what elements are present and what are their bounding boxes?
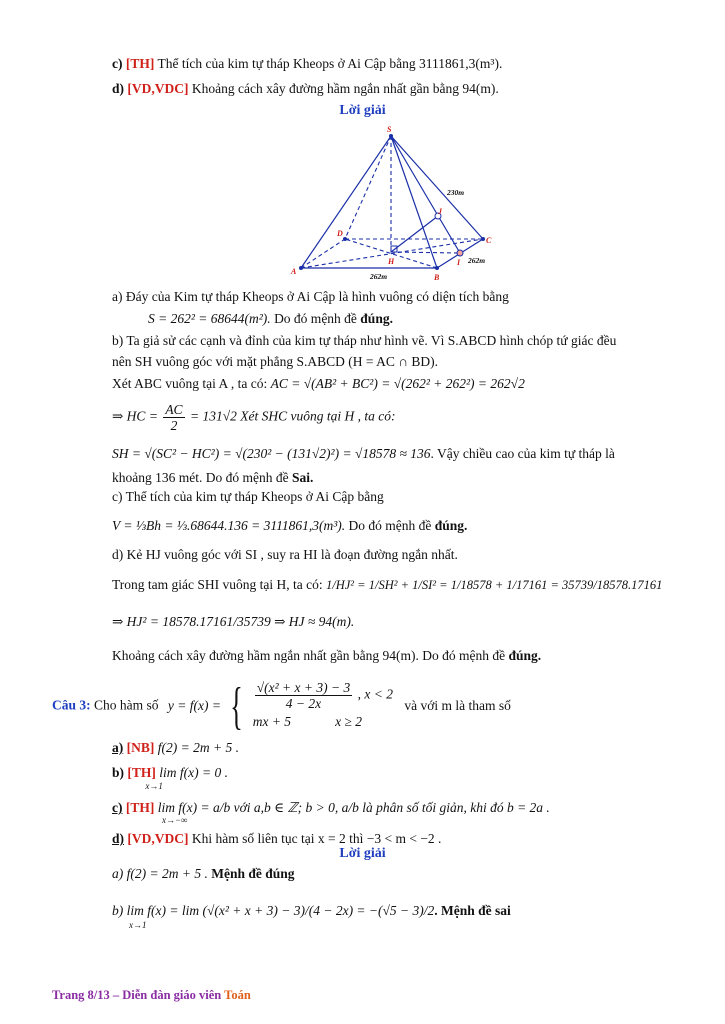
solution-title-2: Lời giải [339, 846, 386, 861]
sol-b-line6: khoảng 136 mét. Do đó mệnh đề Sai. [112, 470, 314, 485]
level-tag: [VD,VDC] [127, 81, 189, 96]
label-side: 262m [468, 256, 486, 265]
question-3: Câu 3: Cho hàm số y = f(x) = { $\frac{\text{√(x² + x + 3) − 3}}{4 - 2x}$ , x < 2 mx + 5 x ≥ 2 và với m là tham số [52, 677, 511, 735]
sol-b-line1: b) Ta giả sử các cạnh và đỉnh của kim tự tháp như hình vẽ. Vì S.ABCD hình chóp tứ giác đều [112, 333, 617, 348]
sol-b-line3: Xét ABC vuông tại A , ta có: AC = √(AB² + BC²) = √(262² + 262²) = 262√2 [112, 376, 525, 391]
label-edge: 230m [447, 188, 465, 197]
item-c-top [112, 56, 502, 72]
edge-SA [301, 136, 391, 268]
sol-c-line2: V = ⅓Bh = ⅓.68644.136 = 3111861,3(m³). Do đó mệnh đề đúng. [112, 518, 468, 533]
label-C: C [486, 236, 492, 245]
sol-d-line1: d) Kẻ HJ vuông góc với SI , suy ra HI là đoạn đường ngắn nhất. [112, 547, 458, 562]
item-text: Thể tích của kim tự tháp Kheops ở Ai Cập bằng 3111861,3(m³). [157, 56, 503, 71]
q3-item-c-sub: x→−∞ [162, 815, 188, 825]
label-A: A [291, 267, 297, 276]
q3-item-c: c) [TH] lim f(x) = a/b với a,b ∈ ℤ; b > 0, a/b là phân số tối giản, khi đó b = 2a . [112, 800, 550, 815]
page-footer: Trang 8/13 – Diễn đàn giáo viên Toán [52, 988, 251, 1002]
item-d-top [112, 81, 499, 97]
label-I: I [457, 258, 461, 267]
sol2-b-sub: x→1 [129, 920, 147, 930]
sol-b-line2: nên SH vuông góc với mặt phẳng S.ABCD (H = AC ∩ BD). [112, 354, 438, 369]
fraction: $\frac{AC}{2}$ [165, 402, 183, 433]
sol-d-line4: Khoảng cách xây đường hầm ngắn nhất gần bằng 94(m). Do đó mệnh đề đúng. [112, 648, 542, 663]
edge-SC [391, 136, 483, 239]
label-D: D [337, 229, 343, 238]
q3-item-d: d) [VD,VDC] Khi hàm số liên tục tại x = 2 thì −3 < m < −2 . [112, 831, 442, 846]
level-tag: [TH] [125, 56, 155, 71]
label-H: H [388, 257, 395, 266]
sol-a-line2: S = 262² = 68644(m²). Do đó mệnh đề đúng. [148, 311, 393, 326]
solution-title: Lời giải [339, 103, 386, 118]
edge-SD [345, 136, 391, 239]
edge-AD [301, 239, 345, 268]
label-S: S [387, 125, 392, 134]
sol-d-line2: Trong tam giác SHI vuông tại H, ta có: 1/HJ² = 1/SH² + 1/SI² = 1/18578 + 1/17161 = 35739/18578.17161 [112, 577, 663, 592]
sol-b-line4: ⇒ HC = $\frac{AC}{2}$ = 131√2 Xét SHC vuông tại H , ta có: [112, 402, 396, 433]
piecewise-cases: $\frac{\text{√(x² + x + 3) − 3}}{4 - 2x}$ , x < 2 mx + 5 x ≥ 2 [252, 680, 393, 729]
sol2-b: b) lim f(x) = lim (√(x² + x + 3) − 3)/(4 − 2x) = −(√5 − 3)/2. Mệnh đề sai [112, 903, 511, 918]
question-label: Câu 3: [52, 697, 91, 713]
item-label: c) [112, 56, 123, 71]
sol-a-line1: a) Đáy của Kim tự tháp Kheops ở Ai Cập là hình vuông có diện tích bằng [112, 289, 509, 304]
piecewise-brace: { [230, 677, 244, 735]
item-text: Khoảng cách xây đường hầm ngắn nhất gần bằng 94(m). [191, 81, 499, 96]
q3-item-b: b) [TH] lim f(x) = 0 . $_{x\to 1}$ [112, 765, 228, 791]
seg-HI [391, 252, 460, 253]
label-B: B [434, 273, 440, 282]
sol2-a: a) f(2) = 2m + 5 . Mệnh đề đúng [112, 866, 295, 881]
label-J: J [438, 207, 442, 216]
sol-b-line5: SH = √(SC² − HC²) = √(230² − (131√2)²) = √18578 ≈ 136. Vậy chiều cao của kim tự tháp là [112, 446, 615, 461]
q3-item-a: a) [NB] f(2) = 2m + 5 . [112, 740, 239, 755]
label-base: 262m [370, 272, 388, 281]
edge-HJ [391, 216, 438, 252]
sol-c-line1: c) Thể tích của kim tự tháp Kheops ở Ai Cập bằng [112, 489, 384, 504]
case1-fraction: $\frac{\text{√(x² + x + 3) − 3}}{4 - 2x}$ [256, 680, 351, 711]
point-I [457, 250, 463, 256]
pyramid-figure [285, 122, 505, 284]
sol-d-line3: ⇒ HJ² = 18578.17161/35739 ⇒ HJ ≈ 94(m). [112, 614, 355, 629]
item-label: d) [112, 81, 125, 96]
